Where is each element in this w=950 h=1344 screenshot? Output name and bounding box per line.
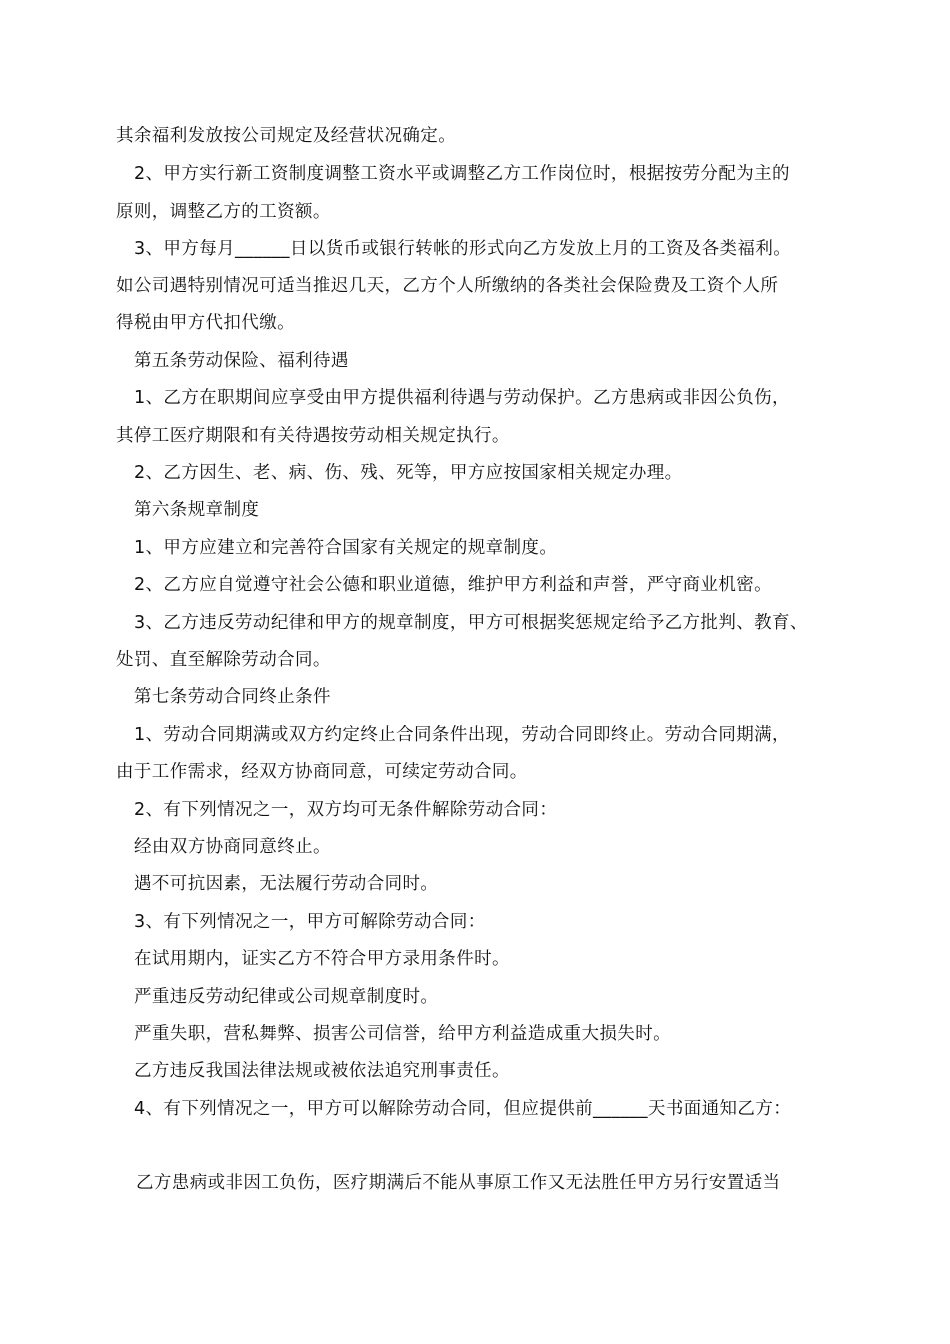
text-line: 1、甲方应建立和完善符合国家有关规定的规章制度。 — [134, 538, 558, 558]
text-line: 3、有下列情况之一，甲方可解除劳动合同： — [134, 912, 486, 932]
text-line: 2、有下列情况之一，双方均可无条件解除劳动合同： — [134, 800, 558, 820]
text-line: 乙方违反我国法律法规或被依法追究刑事责任。 — [134, 1061, 510, 1081]
text-line: 2、甲方实行新工资制度调整工资水平或调整乙方工作岗位时，根据按劳分配为主的 — [134, 164, 790, 184]
text-line: 乙方患病或非因工负伤，医疗期满后不能从事原工作又无法胜任甲方另行安置适当 — [136, 1173, 781, 1193]
text-line: 2、乙方应自觉遵守社会公德和职业道德，维护甲方利益和声誉，严守商业机密。 — [134, 575, 773, 595]
text-line: 3、乙方违反劳动纪律和甲方的规章制度，甲方可根据奖惩规定给予乙方批判、教育、 — [134, 613, 808, 633]
text-line: 4、有下列情况之一，甲方可以解除劳动合同，但应提供前______天书面通知乙方： — [134, 1099, 792, 1119]
section-heading: 第五条劳动保险、福利待遇 — [134, 351, 349, 371]
text-line: 1、乙方在职期间应享受由甲方提供福利待遇与劳动保护。乙方患病或非因公负伤， — [134, 388, 790, 408]
text-line: 由于工作需求，经双方协商同意，可续定劳动合同。 — [116, 762, 528, 782]
text-line: 经由双方协商同意终止。 — [134, 837, 331, 857]
text-line: 其余福利发放按公司规定及经营状况确定。 — [116, 126, 457, 146]
section-heading: 第七条劳动合同终止条件 — [134, 687, 331, 707]
text-line: 得税由甲方代扣代缴。 — [116, 313, 295, 333]
text-line: 如公司遇特别情况可适当推迟几天，乙方个人所缴纳的各类社会保险费及工资个人所 — [116, 276, 779, 296]
text-line: 原则，调整乙方的工资额。 — [116, 202, 331, 222]
text-line: 3、甲方每月______日以货币或银行转帐的形式向乙方发放上月的工资及各类福利。 — [134, 239, 792, 259]
section-heading: 第六条规章制度 — [134, 500, 260, 520]
text-line: 严重失职，营私舞弊、损害公司信誉，给甲方利益造成重大损失时。 — [134, 1024, 671, 1044]
text-line: 1、劳动合同期满或双方约定终止合同条件出现，劳动合同即终止。劳动合同期满， — [134, 725, 790, 745]
text-line: 在试用期内，证实乙方不符合甲方录用条件时。 — [134, 949, 510, 969]
text-line: 2、乙方因生、老、病、伤、残、死等，甲方应按国家相关规定办理。 — [134, 463, 683, 483]
text-line: 处罚、直至解除劳动合同。 — [116, 650, 331, 670]
text-line: 严重违反劳动纪律或公司规章制度时。 — [134, 987, 439, 1007]
text-line: 其停工医疗期限和有关待遇按劳动相关规定执行。 — [116, 426, 510, 446]
text-line: 遇不可抗因素，无法履行劳动合同时。 — [134, 874, 439, 894]
